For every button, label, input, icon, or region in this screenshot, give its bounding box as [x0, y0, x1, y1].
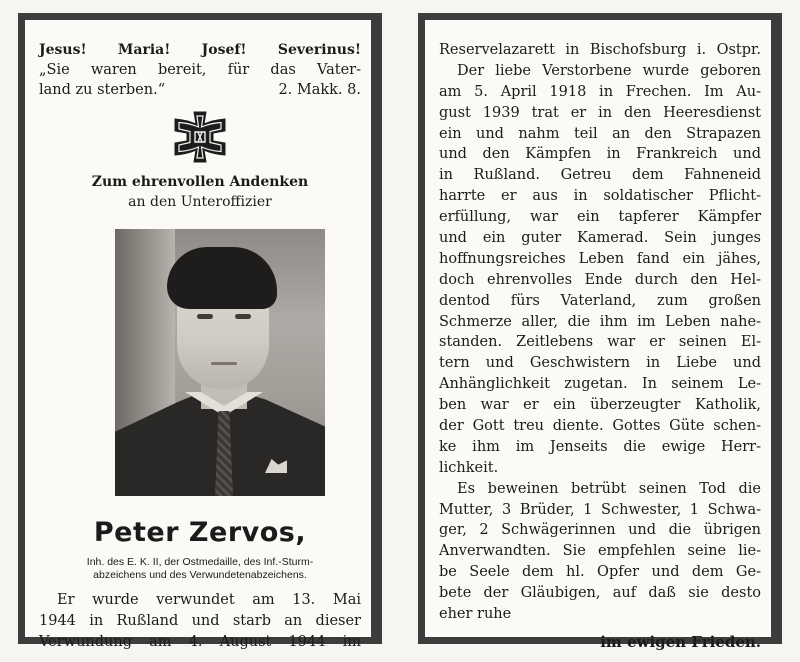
portrait-photo: [115, 229, 325, 496]
iron-cross-icon: [173, 110, 227, 164]
text-line: dentod fürs Vaterland, zum großen: [439, 292, 761, 309]
text-line: Verwundung am 4. August 1944 im: [39, 634, 361, 650]
text-line: Anverwandten. Sie empfehlen seine lie-: [439, 543, 761, 560]
text-line: tern und Geschwistern in Liebe und: [439, 355, 761, 372]
left-card: [18, 13, 382, 650]
text-line: doch ehrenvolles Ende durch den Hel-: [439, 271, 761, 288]
decorations-line: abzeichens und des Verwundetenabzeichens.: [93, 569, 307, 581]
heading-line: an den Unteroffizier: [128, 194, 272, 210]
text-line: gust 1939 trat er in den Heeresdienst: [439, 104, 761, 121]
text-line: ben war er ein überzeugter Katholik,: [439, 397, 761, 414]
text-line: Anhänglichkeit zugetan. In seinem Le-: [439, 376, 761, 393]
wounded-paragraph: [39, 590, 361, 653]
deceased-name: Peter Zervos,: [93, 517, 307, 548]
text-line: Schmerze aller, die ihm im Leben nahe-: [439, 313, 761, 330]
text-line: Reservelazarett in Bischofsburg i. Ostpr.: [439, 42, 761, 58]
text-line: ke ihm im Jenseits die ewige Herr-: [439, 438, 761, 455]
text-line: Er wurde verwundet am 13. Mai: [57, 592, 361, 608]
text-line: eher ruhe: [439, 606, 512, 623]
text-line: am 5. April 1918 in Frechen. Im Au-: [439, 83, 761, 100]
saints-invocation: [39, 40, 361, 60]
quote-line: „Sie waren bereit, für das Vater-: [39, 62, 361, 78]
decorations-line: Inh. des E. K. II, der Ostmedaille, des Inf.-Sturm-: [86, 556, 314, 568]
text-line: und ein guter Kamerad. Sein junges: [439, 230, 761, 247]
text-line: der Gott treu diente. Gottes Güte schen-: [439, 418, 761, 435]
text-line: 1944 in Rußland und starb an dieser: [39, 613, 361, 629]
text-line: und den Kämpfen in Frankreich und: [439, 146, 761, 163]
saint-name: Maria!: [117, 42, 171, 58]
text-line: be Seele dem hl. Opfer und dem Ge-: [439, 564, 761, 581]
text-line: Mutter, 3 Brüder, 1 Schwester, 1 Schwa-: [439, 501, 761, 518]
text-line: erfüllung, war ein tapferer Kämpfer: [439, 209, 761, 226]
decorations-text: [39, 556, 361, 582]
text-line: hoffnungsreiches Leben fand ein jähes,: [439, 250, 761, 267]
saint-name: Jesus!: [39, 42, 87, 58]
saint-name: Severinus!: [277, 42, 361, 58]
text-line: in Rußland. Getreu dem Fahneneid: [439, 167, 761, 184]
right-card: [418, 13, 782, 651]
text-line: ein und nahm teil an den Strapazen: [439, 125, 761, 142]
heading-line: Zum ehrenvollen Andenken: [91, 174, 309, 190]
text-line: bete der Gläubigen, auf daß sie desto: [439, 585, 761, 602]
saint-name: Josef!: [201, 42, 247, 58]
text-line: harrte er aus in soldatischer Pflicht-: [439, 188, 761, 205]
quote-reference: 2. Makk. 8.: [278, 82, 361, 98]
quote-line: land zu sterben.“: [39, 82, 166, 98]
text-line: standen. Zeitlebens war er seinen El-: [439, 334, 761, 351]
text-line: Es beweinen betrübt seinen Tod die: [457, 480, 761, 497]
text-line: lichkeit.: [439, 459, 499, 476]
biography-text: [439, 40, 761, 625]
closing-line: im ewigen Frieden.: [600, 632, 761, 651]
text-line: ger, 2 Schwägerinnen und die übrigen: [439, 522, 761, 539]
text-line: Der liebe Verstorbene wurde geboren: [457, 62, 761, 79]
bible-quote: [39, 60, 361, 100]
